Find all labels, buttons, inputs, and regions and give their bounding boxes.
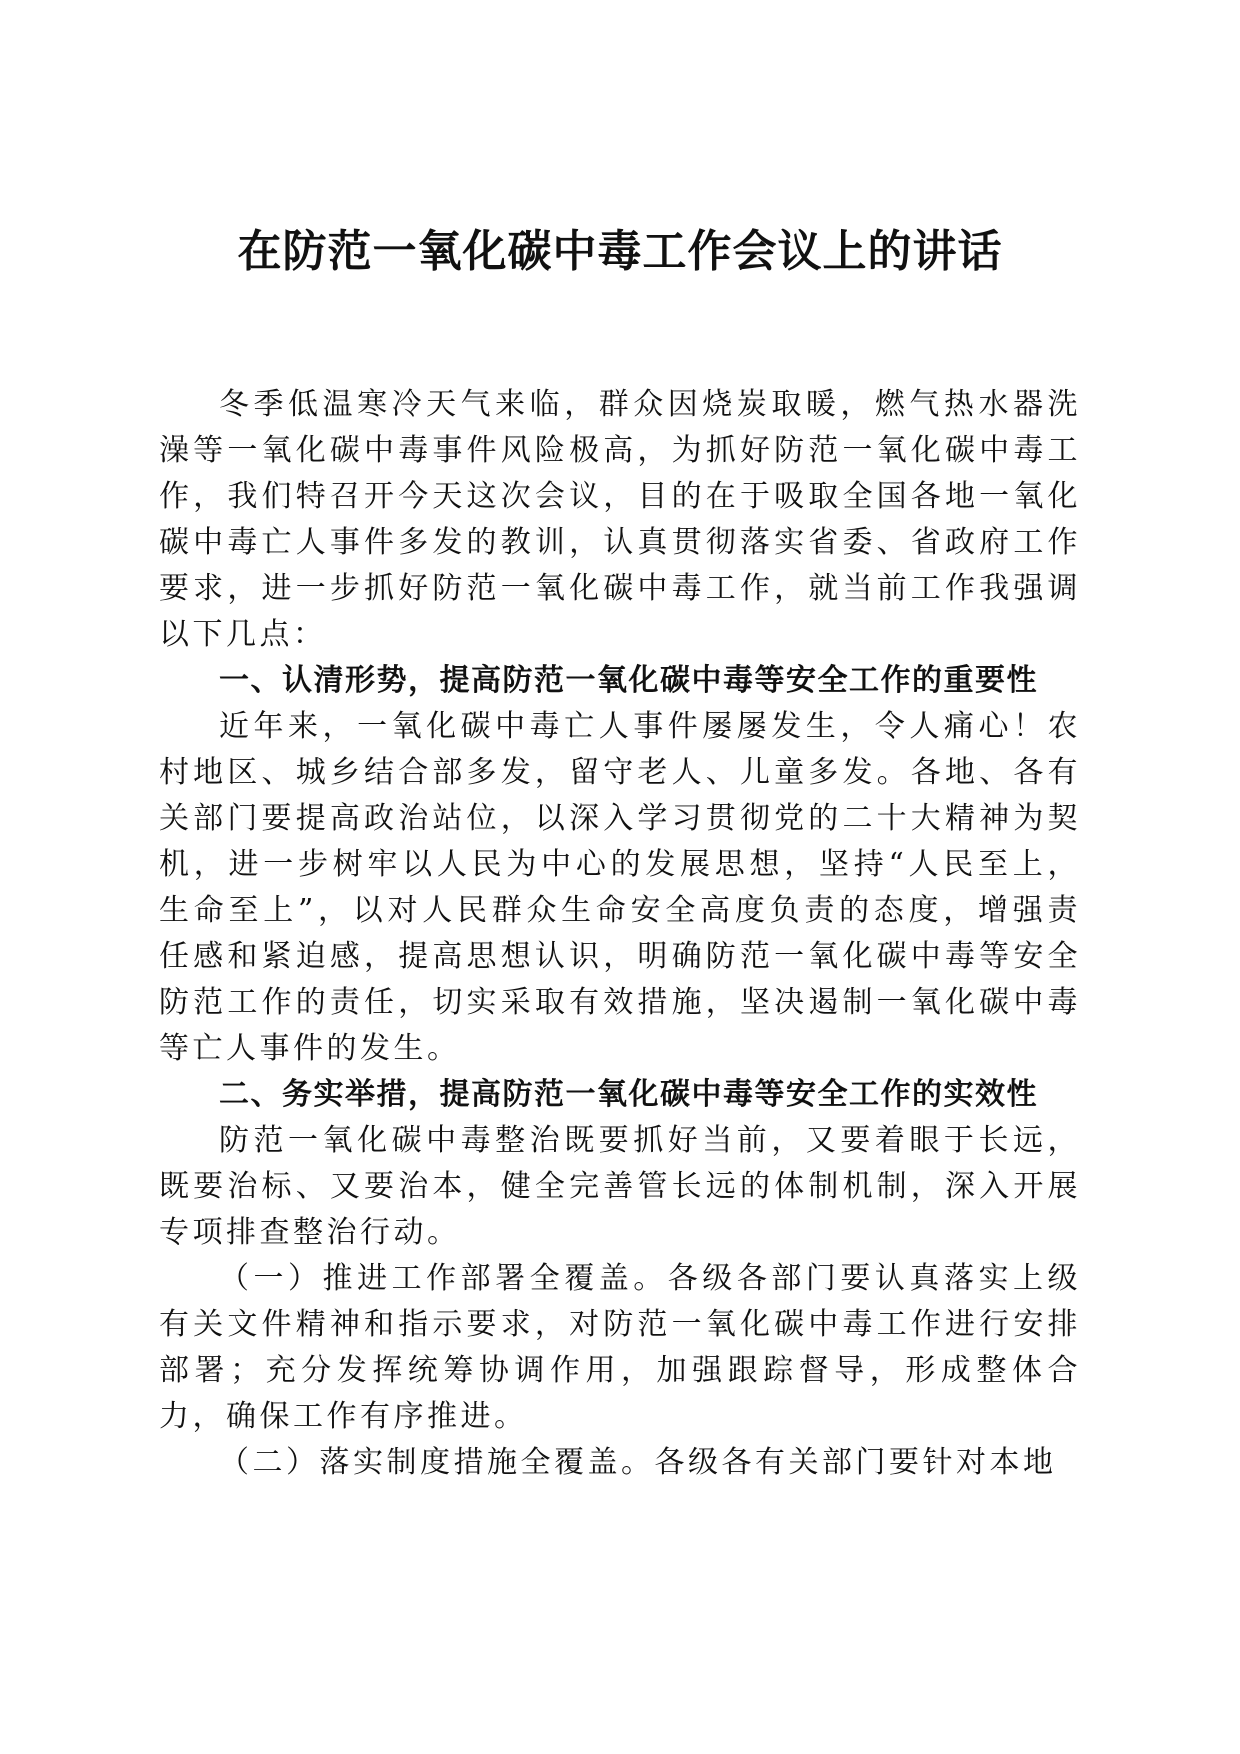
subsection-1-lead: （一）推进工作部署全覆盖。 [219, 1261, 668, 1296]
subsection-1-text: 各级各部门要认真落实上级有关文件精神和指示要求，对防范一氧化碳中毒工作进行安排部署；充分发挥统筹协调作用，加强跟踪督导，形成整体合力，确保工作有序推进。 [159, 1261, 1082, 1434]
subsection-2-text: 各级各有关部门要针对本地 [654, 1445, 1057, 1480]
subsection-2-lead: （二）落实制度措施全覆盖。 [219, 1445, 655, 1480]
section-2-paragraph: 防范一氧化碳中毒整治既要抓好当前，又要着眼于长远，既要治标、又要治本，健全完善管长远的体制机制，深入开展专项排查整治行动。 [159, 1123, 1081, 1250]
section-1-heading: 一、认清形势，提高防范一氧化碳中毒等安全工作的重要性 [219, 663, 1038, 698]
section-2-heading: 二、务实举措，提高防范一氧化碳中毒等安全工作的实效性 [219, 1077, 1038, 1112]
document-title: 在防范一氧化碳中毒工作会议上的讲话 [237, 226, 1003, 277]
subsection-1-paragraph [159, 1256, 1081, 1440]
subsection-2-paragraph [159, 1440, 1081, 1486]
intro-paragraph: 冬季低温寒冷天气来临，群众因烧炭取暖，燃气热水器洗澡等一氧化碳中毒事件风险极高，为抓好防范一氧化碳中毒工作，我们特召开今天这次会议，目的在于吸取全国各地一氧化碳中毒亡人事件多发的教训，认真贯彻落实省委、省政府工作要求，进一步抓好防范一氧化碳中毒工作，就当前工作我强调以下几点： [159, 387, 1081, 652]
section-1-paragraph: 近年来，一氧化碳中毒亡人事件屡屡发生，令人痛心！农村地区、城乡结合部多发，留守老人、儿童多发。各地、各有关部门要提高政治站位，以深入学习贯彻党的二十大精神为契机，进一步树牢以人民为中心的发展思想，坚持“人民至上，生命至上”，以对人民群众生命安全高度负责的态度，增强责任感和紧迫感，提高思想认识，明确防范一氧化碳中毒等安全防范工作的责任，切实采取有效措施，坚决遏制一氧化碳中毒等亡人事件的发生。 [159, 709, 1081, 1066]
document-body [159, 382, 1081, 1486]
